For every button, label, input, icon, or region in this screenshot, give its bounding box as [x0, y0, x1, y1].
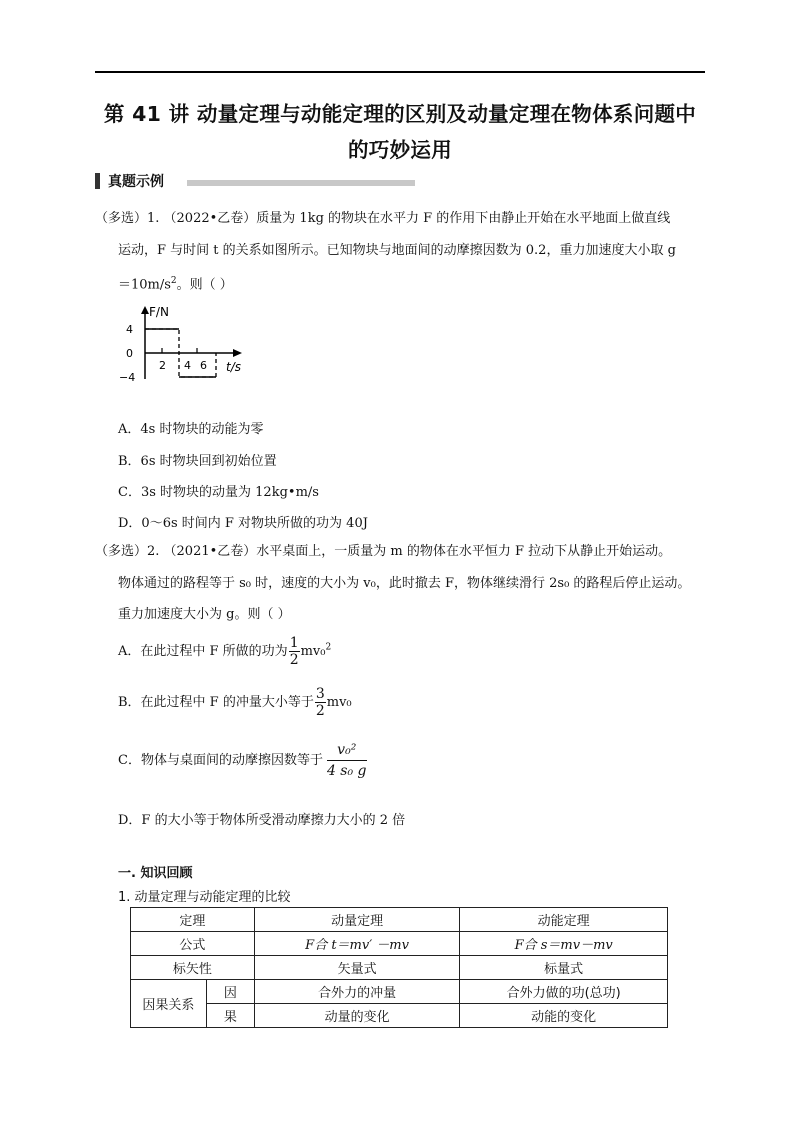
fraction-three-halves: $\frac{3}{2}$ — [315, 686, 325, 719]
q1-option-b: B．6s 时物块回到初始位置 — [118, 454, 277, 469]
page-title-line2: 的巧妙运用 — [348, 138, 452, 162]
graph-y-tick-label: −4 — [119, 371, 136, 384]
table-cell: 动能的变化 — [460, 1004, 668, 1028]
q1-line3: $=10m/s^2$。则（ ） — [118, 276, 233, 293]
knowledge-heading: 一. 知识回顾 — [118, 866, 193, 881]
q1-line2: 运动，F 与时间 t 的关系如图所示。已知物块与地面间的动摩擦因数为 0.2，重力加速度大小取 g — [118, 243, 676, 258]
graph-x-tick-label: 2 — [159, 359, 166, 372]
table-cell-formula: F合 s＝mv－mv — [460, 932, 668, 956]
table-cell: 动量定理 — [254, 908, 460, 932]
graph-y-label: F/N — [149, 305, 169, 319]
table-cell: 定理 — [131, 908, 255, 932]
fraction-one-half: $\frac{1}{2}$ — [289, 635, 299, 668]
q1-line1: （多选）1. （2022•乙卷）质量为 1kg 的物块在水平力 F 的作用下由静止开始在水平地面上做直线 — [95, 211, 671, 226]
graph-x-label: t/s — [226, 360, 241, 374]
q1-option-d: D．0～6s 时间内 F 对物块所做的功为 40J — [118, 516, 368, 531]
q2-option-d: D．F 的大小等于物体所受滑动摩擦力大小的 2 倍 — [118, 813, 406, 828]
section-title: 真题示例 — [108, 174, 164, 190]
table-cell: 标量式 — [460, 956, 668, 980]
table-row — [131, 932, 668, 956]
knowledge-subheading: 1. 动量定理与动能定理的比较 — [118, 890, 291, 905]
section-underline — [187, 180, 415, 186]
force-time-graph — [118, 303, 258, 385]
table-cell-formula: F合 t＝mv′ －mv — [254, 932, 460, 956]
table-cell: 合外力做的功(总功) — [460, 980, 668, 1004]
graph-y-tick-label: 0 — [126, 347, 133, 360]
page-title-line1: 第 41 讲 动量定理与动能定理的区别及动量定理在物体系问题中 — [103, 102, 697, 126]
header-rule — [95, 71, 705, 73]
q1-option-a: A．4s 时物块的动能为零 — [118, 422, 264, 437]
fraction-friction-coefficient: $\frac{\text{v₀²}}{\text{4 s₀ g}}$ — [326, 742, 367, 779]
table-cell: 果 — [206, 1004, 254, 1028]
table-cell: 动量的变化 — [254, 1004, 460, 1028]
graph-x-tick-label: 6 — [200, 359, 207, 372]
table-cell: 因果关系 — [131, 980, 207, 1028]
q1-option-c: C．3s 时物块的动量为 12kg•m/s — [118, 485, 319, 500]
table-cell: 标矢性 — [131, 956, 255, 980]
table-row — [131, 980, 668, 1004]
table-row — [131, 1004, 668, 1028]
table-row — [131, 956, 668, 980]
q2-option-a: A．在此过程中 F 所做的功为 $\frac{1}{2}$ mv₀$^2$ — [118, 635, 332, 668]
q2-line3: 重力加速度大小为 g。则（ ） — [118, 607, 291, 622]
q2-option-c: C．物体与桌面间的动摩擦因数等于 $\frac{\text{v₀²}}{\text{4 s₀ g}}$ — [118, 742, 367, 779]
comparison-table — [130, 907, 668, 1028]
q2-option-b: B．在此过程中 F 的冲量大小等于 $\frac{3}{2}$ mv₀ — [118, 686, 352, 719]
graph-y-tick-label: 4 — [126, 323, 133, 336]
table-cell: 因 — [206, 980, 254, 1004]
graph-y-arrow — [141, 306, 149, 314]
table-cell: 公式 — [131, 932, 255, 956]
table-row — [131, 908, 668, 932]
section-marker — [95, 173, 100, 189]
table-cell: 合外力的冲量 — [254, 980, 460, 1004]
q2-line1: （多选）2. （2021•乙卷）水平桌面上，一质量为 m 的物体在水平恒力 F 拉动下从静止开始运动。 — [95, 544, 672, 559]
q2-line2: 物体通过的路程等于 s₀ 时，速度的大小为 v₀，此时撤去 F，物体继续滑行 2s₀ 的路程后停止运动。 — [118, 576, 691, 591]
graph-x-arrow — [233, 349, 242, 357]
graph-x-tick-label: 4 — [184, 359, 191, 372]
table-cell: 矢量式 — [254, 956, 460, 980]
table-cell: 动能定理 — [460, 908, 668, 932]
